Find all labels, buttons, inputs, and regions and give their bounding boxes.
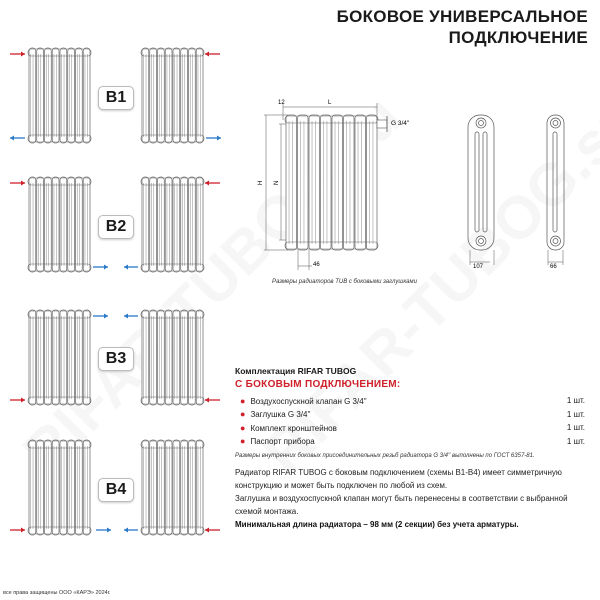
supply-arrow-icon	[10, 528, 25, 533]
supply-arrow-icon	[205, 398, 220, 403]
dim-h: H	[258, 180, 264, 185]
kit-subtitle: С БОКОВЫМ ПОДКЛЮЧЕНИЕМ:	[235, 379, 401, 390]
return-arrow-icon	[124, 314, 138, 319]
return-arrow-icon	[93, 314, 108, 319]
supply-arrow-icon	[10, 52, 25, 57]
description-min-length: Минимальная длина радиатора – 98 мм (2 секции) без учета арматуры.	[235, 520, 519, 529]
description-p2: Заглушка и воздухоспускной клапан могут быть перенесены в соответствии с выбранной схемой монтажа.	[235, 494, 568, 516]
kit-item-name: Воздухоспускной клапан G 3/4''	[250, 396, 367, 406]
kit-list	[235, 394, 585, 448]
kit-item-qty: 1 шт.	[566, 423, 585, 433]
supply-arrow-icon	[10, 181, 25, 186]
radiator-side-view-3-column	[468, 115, 494, 250]
kit-item-name: Заглушка G 3/4''	[250, 410, 311, 420]
return-arrow-icon	[10, 136, 25, 141]
kit-item	[235, 408, 585, 422]
bullet-icon: ●	[240, 395, 246, 406]
supply-arrow-icon	[10, 398, 25, 403]
bullet-icon: ●	[240, 422, 246, 433]
return-arrow-icon	[96, 528, 111, 533]
dim-12: 12	[278, 100, 285, 106]
supply-arrow-icon	[205, 528, 220, 533]
radiator-left	[28, 177, 91, 272]
drawing-caption: Размеры радиаторов TUB с боковыми заглушками	[272, 279, 417, 285]
kit-item-name: Паспорт прибора	[250, 437, 315, 447]
kit-item-qty: 1 шт.	[566, 396, 585, 406]
kit-item	[235, 435, 585, 449]
dimension-drawing	[240, 90, 600, 280]
dim-n: N	[274, 180, 280, 185]
kit-item-qty: 1 шт.	[566, 409, 585, 419]
radiator-front-view	[285, 115, 378, 250]
radiator-left	[28, 440, 91, 535]
supply-arrow-icon	[205, 52, 220, 57]
kit-item	[235, 421, 585, 435]
page-title	[337, 6, 588, 48]
kit-item-name: Комплект кронштейнов	[250, 423, 337, 433]
radiator-right	[141, 310, 204, 405]
supply-arrow-icon	[205, 181, 220, 186]
description	[235, 466, 587, 531]
scheme-badge-b2: B2	[98, 215, 134, 239]
bullet-icon: ●	[240, 409, 246, 420]
return-arrow-icon	[124, 528, 138, 533]
kit-item-qty: 1 шт.	[566, 436, 585, 446]
return-arrow-icon	[93, 265, 108, 270]
title-line-2: ПОДКЛЮЧЕНИЕ	[448, 28, 588, 47]
dim-46: 46	[313, 262, 320, 268]
description-p1: Радиатор RIFAR TUBOG с боковым подключением (схемы B1-B4) имеет симметричную конструкцию и может быть подключен по любой из схем.	[235, 468, 562, 490]
radiator-left	[28, 310, 91, 405]
valve-fitting	[377, 120, 387, 128]
title-line-1: БОКОВОЕ УНИВЕРСАЛЬНОЕ	[336, 7, 588, 26]
kit-note: Размеры внутренних боковых присоединительных резьб радиатора G 3/4'' выполнены по ГОСТ 6357-81.	[235, 453, 535, 459]
copyright: все права защищены ООО «КАРЭ» 2024г.	[3, 590, 111, 596]
kit-item	[235, 394, 585, 408]
bullet-icon: ●	[240, 436, 246, 447]
return-arrow-icon	[206, 136, 221, 141]
kit-title: Комплектация RIFAR TUBOG	[235, 366, 357, 376]
return-arrow-icon	[124, 265, 138, 270]
scheme-badge-b4: B4	[98, 478, 134, 502]
radiator-left	[28, 48, 91, 143]
dim-107: 107	[473, 264, 484, 270]
dim-l: L	[328, 100, 332, 106]
radiator-right	[141, 48, 204, 143]
radiator-right	[141, 440, 204, 535]
thread-label: G 3/4''	[391, 120, 410, 127]
dim-66: 66	[550, 264, 557, 270]
kit-section	[235, 366, 585, 459]
radiator-right	[141, 177, 204, 272]
radiator-side-view-2-column	[547, 115, 564, 250]
scheme-badge-b3: B3	[98, 347, 134, 371]
scheme-badge-b1: B1	[98, 86, 134, 110]
